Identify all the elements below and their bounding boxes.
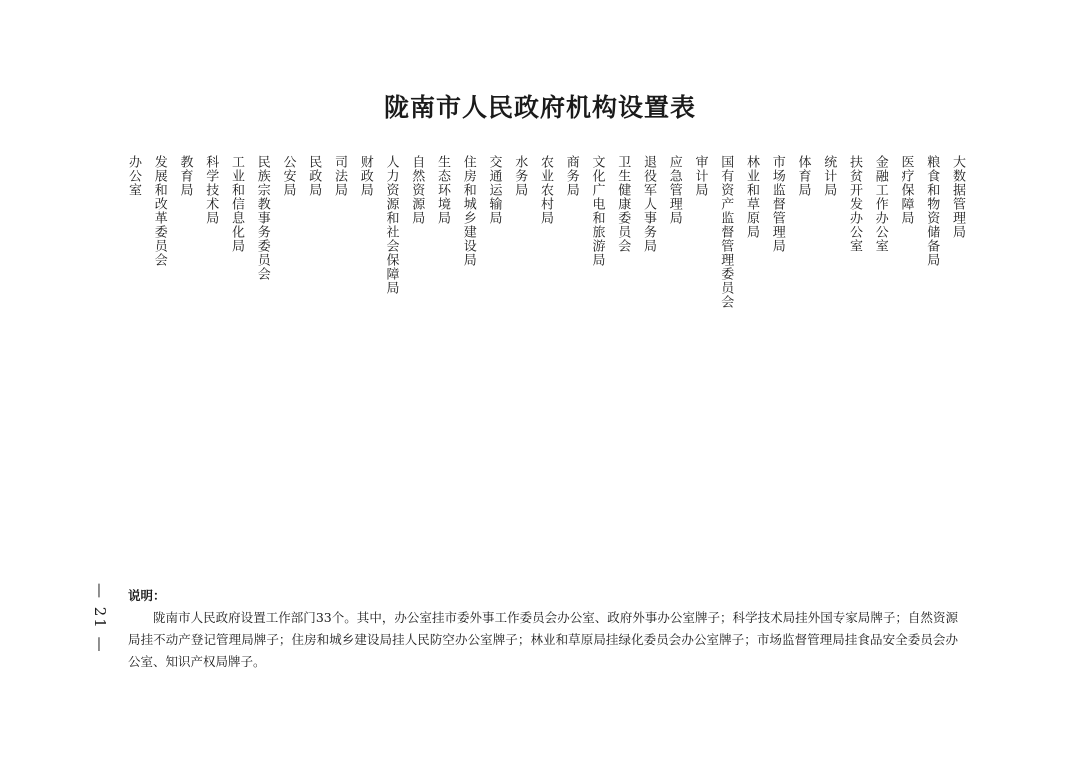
department-item: 民政局 [306, 155, 322, 197]
department-item: 林业和草原局 [744, 155, 759, 239]
department-item: 人力资源和社会保障局 [383, 155, 399, 295]
department-item: 办公室 [126, 155, 141, 197]
department-item: 扶贫开发办公室 [847, 155, 862, 253]
department-item: 教育局 [177, 155, 193, 197]
department-item: 公安局 [280, 155, 296, 197]
department-item: 文化广电和旅游局 [589, 155, 605, 267]
department-item: 金融工作办公室 [872, 155, 888, 253]
department-item: 发展和改革委员会 [151, 155, 167, 267]
department-item: 审计局 [692, 155, 708, 197]
department-item: 卫生健康委员会 [615, 155, 631, 253]
department-item: 国有资产监督管理委员会 [718, 155, 734, 309]
document-title: 陇南市人民政府机构设置表 [383, 93, 696, 122]
department-item: 应急管理局 [666, 155, 682, 225]
notes-label: 说明： [128, 588, 166, 603]
department-item: 住房和城乡建设局 [460, 155, 476, 267]
department-item: 民族宗教事务委员会 [254, 155, 270, 281]
department-item: 退役军人事务局 [641, 155, 656, 253]
department-item: 医疗保障局 [898, 155, 914, 225]
department-item: 工业和信息化局 [229, 155, 244, 253]
notes-text: 陇南市人民政府设置工作部门33个。其中，办公室挂市委外事工作委员会办公室、政府外事办公室牌子；科学技术局挂外国专家局牌子；自然资源局挂不动产登记管理局牌子；住房和城乡建设局挂人民防空办公室牌子；林业和草原局挂绿化委员会办公室牌子；市场监督管理局挂食品安全委员会办公室、知识产权局牌子。 [128, 610, 958, 669]
department-item: 商务局 [563, 155, 579, 197]
department-item: 财政局 [357, 155, 373, 197]
department-list [125, 155, 965, 345]
department-item: 大数据管理局 [950, 155, 965, 239]
department-item: 农业农村局 [538, 155, 553, 225]
department-item: 体育局 [795, 155, 811, 197]
department-item: 自然资源局 [409, 155, 425, 225]
department-item: 生态环境局 [435, 155, 450, 225]
department-item: 交通运输局 [486, 155, 502, 225]
notes-section [128, 585, 958, 673]
department-item: 粮食和物资储备局 [924, 155, 940, 267]
department-item: 水务局 [512, 155, 528, 197]
page-number: — 21 — [91, 582, 109, 654]
department-item: 科学技术局 [203, 155, 219, 225]
department-item: 统计局 [821, 155, 837, 197]
department-item: 市场监督管理局 [769, 155, 785, 253]
department-item: 司法局 [332, 155, 347, 197]
